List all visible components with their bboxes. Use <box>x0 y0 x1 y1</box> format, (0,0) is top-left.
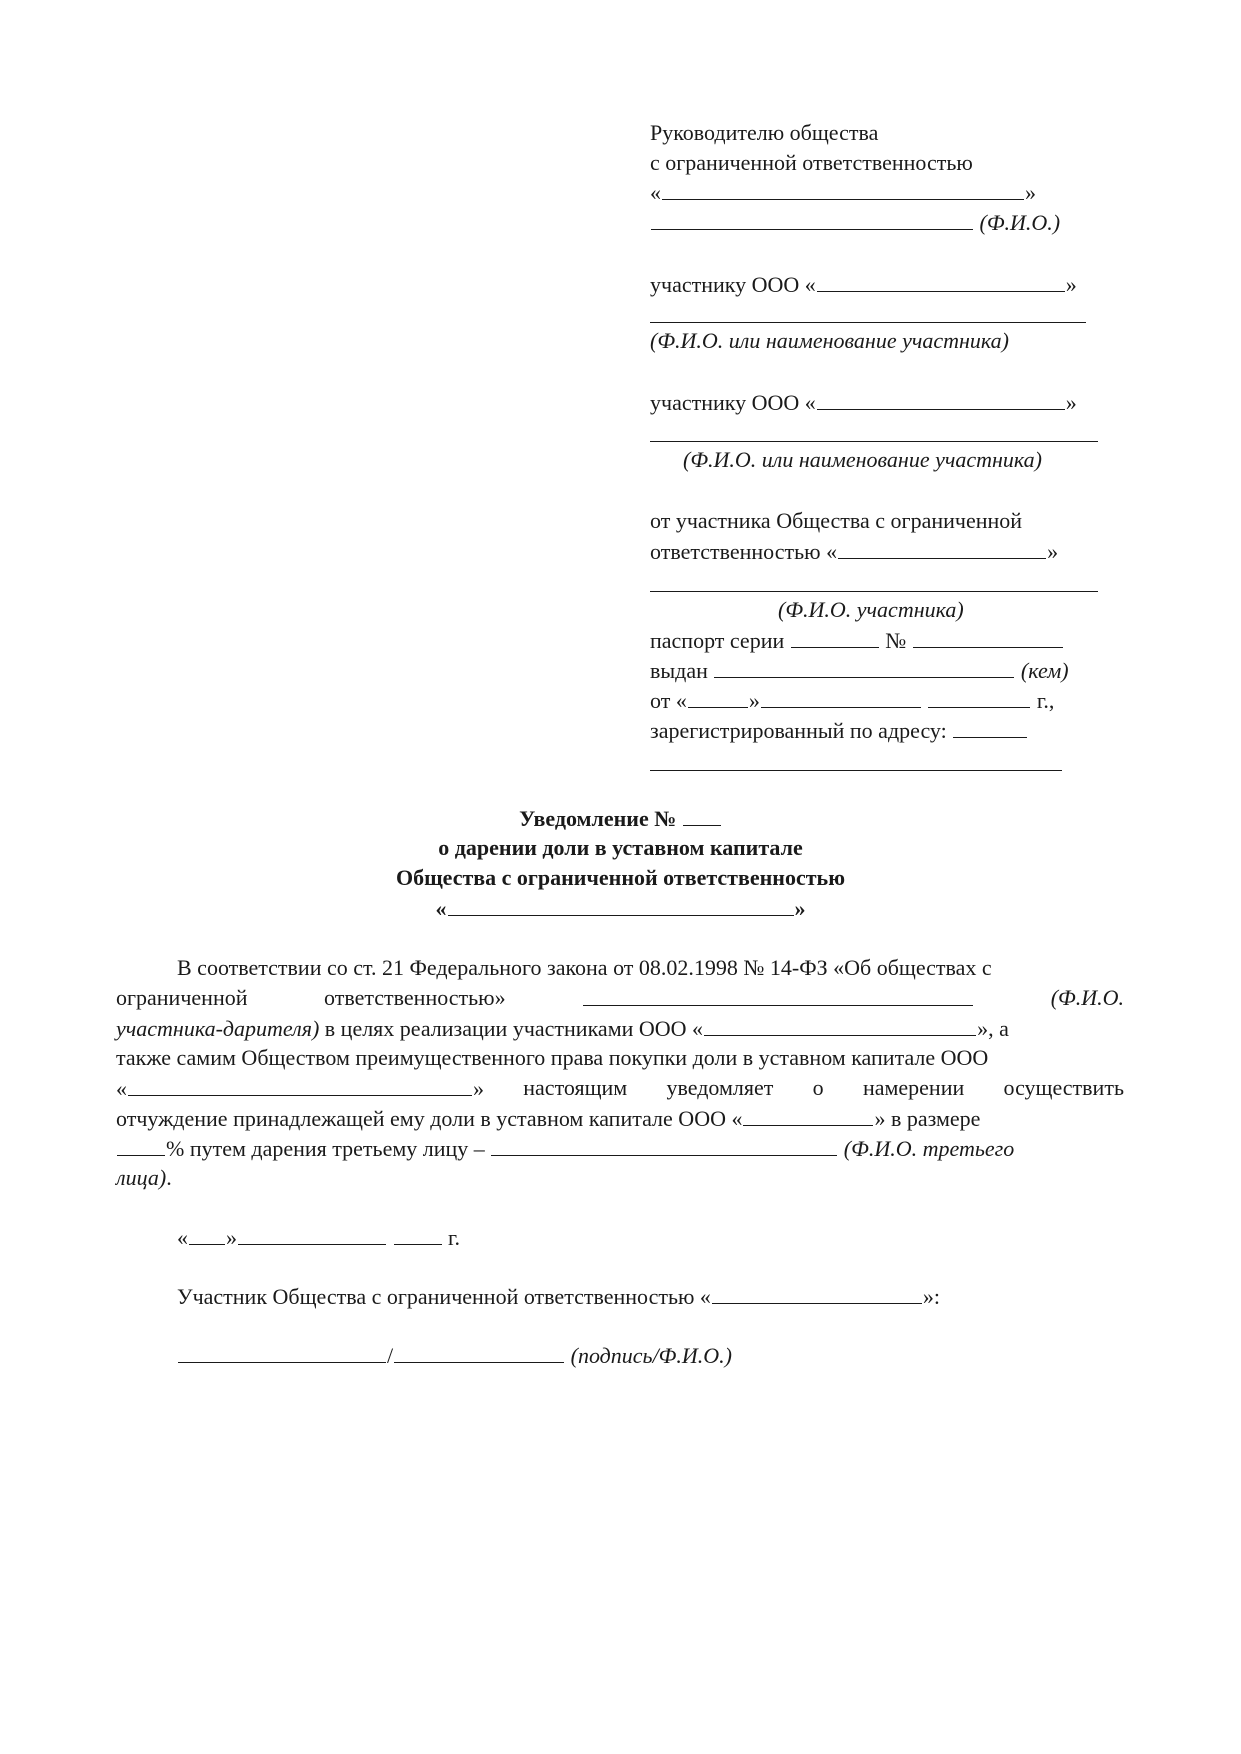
addressee-line-2: с ограниченной ответственностью <box>650 150 973 175</box>
third-party-fio-blank[interactable] <box>491 1133 837 1156</box>
registered-line: зарегистрированный по адресу: <box>650 715 1028 745</box>
address-blank-2[interactable] <box>650 770 1062 771</box>
participant-1-hint: (Ф.И.О. или наименование участника) <box>650 328 1009 353</box>
passport-line: паспорт серии № <box>650 625 1064 655</box>
issued-line: выдан (кем) <box>650 655 1069 685</box>
signer-name-blank[interactable] <box>394 1340 564 1363</box>
body-company-blank-1[interactable] <box>704 1013 976 1036</box>
director-fio-blank[interactable] <box>651 207 973 230</box>
company-name-field: « » <box>650 177 1036 207</box>
notice-company-field: « » <box>0 893 1241 923</box>
issue-year-blank[interactable] <box>928 685 1030 708</box>
passport-number-blank[interactable] <box>913 625 1063 648</box>
signing-month-blank[interactable] <box>238 1222 386 1245</box>
notice-subtitle-1: о дарении доли в уставном капитале <box>438 835 803 860</box>
director-fio-field <box>650 207 1060 237</box>
participant-1-company-blank[interactable] <box>817 269 1065 292</box>
participant-2-hint: (Ф.И.О. или наименование участника) <box>683 447 1042 472</box>
signing-date-line: « » г. <box>177 1222 460 1252</box>
passport-series-blank[interactable] <box>791 625 879 648</box>
from-participant-hint: (Ф.И.О. участника) <box>778 597 964 622</box>
donor-fio-blank[interactable] <box>583 983 973 1006</box>
from-company-blank[interactable] <box>838 536 1046 559</box>
participant-2-company-blank[interactable] <box>817 387 1065 410</box>
addressee-line-1: Руководителю общества <box>650 120 879 145</box>
notice-company-blank[interactable] <box>448 893 794 916</box>
body-line-1: В соответствии со ст. 21 Федерального закона от 08.02.1998 № 14-ФЗ «Об обществах с <box>177 955 992 980</box>
participant-sign-line: Участник Общества с ограниченной ответственностью « »: <box>177 1281 940 1311</box>
body-line-7: % путем дарения третьему лицу – (Ф.И.О. третьего <box>116 1133 1014 1163</box>
body-line-6: отчуждение принадлежащей ему доли в уставном капитале ООО « » в размере <box>116 1103 980 1133</box>
footer-company-blank[interactable] <box>712 1281 922 1304</box>
share-percent-blank[interactable] <box>117 1133 165 1156</box>
issue-month-blank[interactable] <box>761 685 921 708</box>
signing-day-blank[interactable] <box>189 1222 225 1245</box>
issued-by-blank[interactable] <box>714 655 1014 678</box>
notice-number-blank[interactable] <box>683 803 721 826</box>
notice-title: Уведомление № <box>0 803 1241 833</box>
issue-day-blank[interactable] <box>688 685 748 708</box>
signature-blank[interactable] <box>178 1340 386 1363</box>
address-blank-1[interactable] <box>953 715 1027 738</box>
body-line-5: « » настоящим уведомляет о намерении осуществить <box>116 1075 1124 1101</box>
participant-1-line: участнику ООО « » <box>650 269 1077 299</box>
participant-2-name-blank[interactable] <box>650 441 1098 442</box>
participant-2-line: участнику ООО « » <box>650 387 1077 417</box>
body-line-3: участника-дарителя) в целях реализации участниками ООО « », а <box>116 1013 1009 1043</box>
issue-date-line: от « » г., <box>650 685 1054 715</box>
company-name-blank[interactable] <box>662 177 1024 200</box>
from-line-2: ответственностью « » <box>650 536 1058 566</box>
signature-line: / (подпись/Ф.И.О.) <box>177 1340 732 1370</box>
body-company-blank-3[interactable] <box>743 1103 873 1126</box>
body-line-4: также самим Обществом преимущественного права покупки доли в уставном капитале ООО <box>116 1045 989 1070</box>
from-line-1: от участника Общества с ограниченной <box>650 508 1023 533</box>
from-participant-name-blank[interactable] <box>650 591 1098 592</box>
participant-1-name-blank[interactable] <box>650 322 1086 323</box>
notice-subtitle-2: Общества с ограниченной ответственностью <box>395 865 846 890</box>
body-company-blank-2[interactable] <box>128 1073 472 1096</box>
body-line-2: ограниченной ответственностью» (Ф.И.О. <box>116 985 1124 1010</box>
signature-hint: (подпись/Ф.И.О.) <box>570 1343 732 1368</box>
body-line-8: лица). <box>116 1165 172 1190</box>
signing-year-blank[interactable] <box>394 1222 442 1245</box>
fio-hint: (Ф.И.О.) <box>979 210 1061 235</box>
